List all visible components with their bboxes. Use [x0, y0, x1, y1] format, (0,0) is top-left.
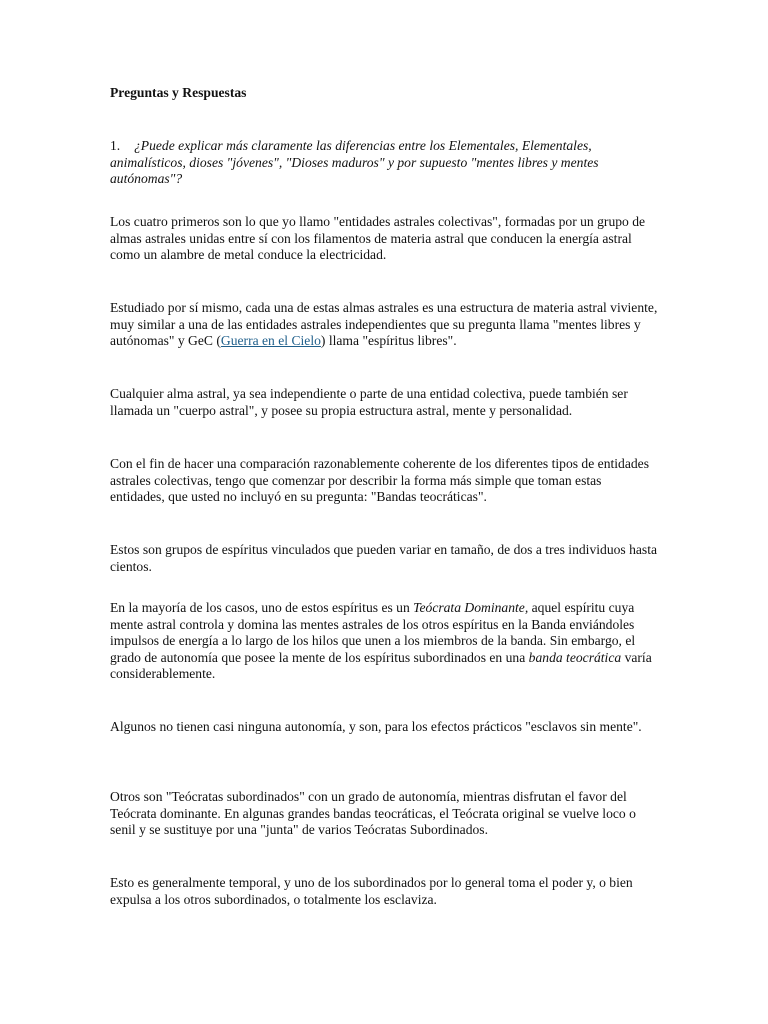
paragraph: Algunos no tienen casi ninguna autonomía, y son, para los efectos prácticos "esclavos sin mente".: [110, 719, 642, 734]
paragraph: [110, 300, 658, 350]
paragraph-text: Estudiado por sí mismo, cada una de estas almas astrales es una estructura de materia astral viviente, muy similar a una de las entidades astrales independientes que su pregunta llama "mentes libres y autónomas" y GeC (: [110, 300, 658, 349]
paragraph-text: ) llama "espíritus libres".: [320, 333, 457, 349]
paragraph-text: En la mayoría de los casos, uno de estos espíritus es un: [110, 600, 414, 615]
emphasis-term: Teócrata Dominante,: [413, 600, 529, 615]
paragraph: Esto es generalmente temporal, y uno de los subordinados por lo general toma el poder y, o bien expulsa a los otros subordinados, o totalmente los esclaviza.: [110, 875, 633, 907]
question-item: [110, 138, 658, 188]
paragraph: Cualquier alma astral, ya sea independiente o parte de una entidad colectiva, puede también ser llamada un "cuerpo astral", y posee su propia estructura astral, mente y personalidad.: [110, 386, 628, 418]
question-text: ¿Puede explicar más claramente las diferencias entre los Elementales, Elementales, animalísticos, dioses "jóvenes", "Dioses maduros" y por supuesto "mentes libres y mentes autónomas"?: [110, 138, 599, 187]
paragraph: Otros son "Teócratas subordinados" con un grado de autonomía, mientras disfrutan el favor del Teócrata dominante. En algunas grandes bandas teocráticas, el Teócrata original se vuelve loco o senil y se sustituye por una "junta" de varios Teócratas Subordinados.: [110, 789, 636, 838]
paragraph-text: varía considerablemente.: [110, 649, 652, 682]
paragraph: Los cuatro primeros son lo que yo llamo "entidades astrales colectivas", formadas por un grupo de almas astrales unidas entre sí con los filamentos de materia astral que conducen la energía astral como un alambre de metal conduce la electricidad.: [110, 214, 646, 263]
paragraph: Con el fin de hacer una comparación razonablemente coherente de los diferentes tipos de entidades astrales colectivas, tengo que comenzar por describir la forma más simple que toman estas entidades, que usted no incluyó en su pregunta: "Bandas teocráticas".: [110, 456, 649, 505]
paragraph: Estos son grupos de espíritus vinculados que pueden variar en tamaño, de dos a tres individuos hasta cientos.: [110, 542, 658, 574]
emphasis-term: banda teocrática: [528, 649, 622, 665]
guerra-en-el-cielo-link[interactable]: Guerra en el Cielo: [220, 333, 321, 349]
question-number: 1.: [110, 138, 121, 153]
paragraph-text: aquel espíritu cuya mente astral controla y domina las mentes astrales de los otros espíritus en la Banda enviándoles impulsos de energía a lo largo de los hilos que unen a los miembros de la banda. Sin embargo, el grado de autonomía que posee la mente de los espíritus subordinados en una: [110, 600, 636, 665]
page-title: Preguntas y Respuestas: [110, 85, 247, 100]
paragraph: [110, 600, 658, 683]
